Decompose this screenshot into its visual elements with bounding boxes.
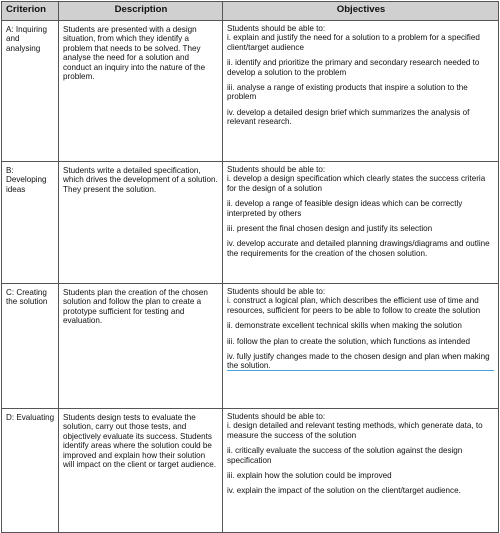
header-objectives: Objectives [223, 2, 499, 21]
objective-item: ii. identify and prioritize the primary and secondary research needed to develop a solution to the problem [227, 58, 480, 77]
objectives-cell [223, 162, 499, 284]
description-cell: Students plan the creation of the chosen solution and follow the plan to create a prototype sufficient for testing and evaluation. [59, 284, 223, 409]
objective-item: iv. fully justify changes made to the chosen design and plan when making the solution. [227, 352, 490, 371]
objective-item: iv. explain the impact of the solution on the client/target audience. [227, 486, 461, 496]
objective-item: i. design detailed and relevant testing methods, which generate data, to measure the success of the solution [227, 421, 483, 440]
table-row [2, 284, 499, 409]
table-row [2, 21, 499, 162]
highlight-marker-line [227, 370, 494, 371]
objective-item: ii. develop a range of feasible design ideas which can be correctly interpreted by others [227, 199, 463, 218]
table-header-row [2, 2, 499, 21]
header-description: Description [59, 2, 223, 21]
description-cell: Students write a detailed specification, which drives the development of a solution. They present the solution. [59, 162, 223, 284]
objectives-cell [223, 21, 499, 162]
objective-item: ii. demonstrate excellent technical skills when making the solution [227, 321, 462, 331]
description-cell: Students design tests to evaluate the solution, carry out those tests, and objectively evaluate its success. Students identify areas where the solution could be improved and explain how their solution will impact on the client or target audience. [59, 409, 223, 533]
table-row [2, 162, 499, 284]
criterion-cell: C: Creating the solution [2, 284, 59, 409]
description-cell: Students are presented with a design situation, from which they identify a problem that needs to be solved. They analyse the need for a solution and conduct an inquiry into the nature of the problem. [59, 21, 223, 162]
objectives-intro: Students should be able to: [227, 24, 326, 33]
objective-item: iii. explain how the solution could be improved [227, 471, 392, 481]
objective-item: iii. present the final chosen design and justify its selection [227, 224, 433, 234]
objective-item: iii. analyse a range of existing products that inspire a solution to the problem [227, 83, 468, 102]
criteria-table [1, 1, 499, 533]
header-criterion: Criterion [2, 2, 59, 21]
objective-item: i. explain and justify the need for a solution to a problem for a specified client/target audience [227, 33, 480, 52]
objectives-intro: Students should be able to: [227, 287, 326, 296]
criterion-cell: D: Evaluating [2, 409, 59, 533]
objectives-intro: Students should be able to: [227, 165, 326, 174]
objective-item: iv. develop a detailed design brief which summarizes the analysis of relevant research. [227, 107, 470, 127]
objectives-cell [223, 409, 499, 533]
criterion-cell: A: Inquiring and analysing [2, 21, 59, 162]
objective-item: i. construct a logical plan, which describes the efficient use of time and resources, sufficient for peers to be able to follow to create the solution [227, 296, 481, 315]
objective-item: iii. follow the plan to create the solution, which functions as intended [227, 336, 470, 346]
objectives-cell [223, 284, 499, 409]
objective-item: iv. develop accurate and detailed planning drawings/diagrams and outline the requirements for the creation of the chosen solution. [227, 239, 490, 258]
objective-item: i. develop a design specification which clearly states the success criteria for the design of a solution [227, 174, 486, 193]
table-row [2, 409, 499, 533]
objectives-intro: Students should be able to: [227, 412, 326, 421]
criterion-cell: B: Developing ideas [2, 162, 59, 284]
objective-item: ii. critically evaluate the success of the solution against the design specification [227, 446, 463, 465]
